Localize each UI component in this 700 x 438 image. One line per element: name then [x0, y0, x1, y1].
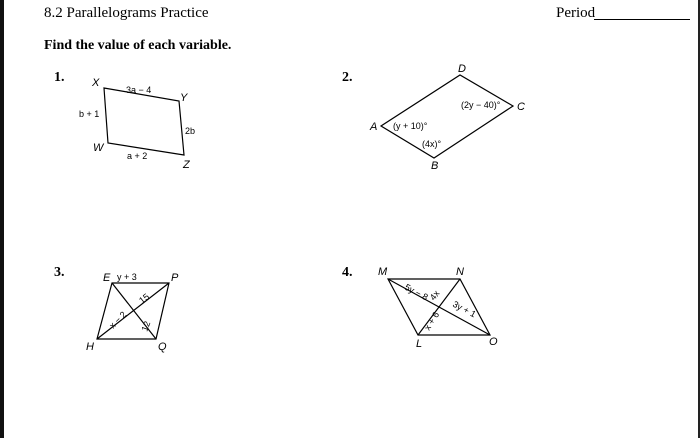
- period-label: Period: [556, 5, 596, 21]
- segment-h-label: x − 2: [107, 309, 129, 331]
- vertex-e-label: E: [103, 272, 111, 284]
- parallelogram-abcd: [381, 75, 513, 158]
- vertex-m-label: M: [378, 266, 388, 278]
- segment-n-label: 4x: [427, 288, 442, 303]
- vertex-y-label: Y: [180, 92, 188, 104]
- segment-q-label: 12: [139, 319, 153, 333]
- vertex-b-label: B: [431, 160, 439, 172]
- side-yz-label: 2b: [185, 126, 196, 136]
- vertex-h-label: H: [86, 341, 94, 353]
- angle-b-label: (4x)°: [422, 139, 442, 149]
- figure-4: [378, 266, 498, 350]
- vertex-n-label: N: [456, 266, 464, 278]
- angle-c-label: (2y − 40)°: [461, 100, 501, 110]
- vertex-a-label: A: [370, 121, 378, 133]
- figure-3: [86, 272, 179, 353]
- vertex-w-label: W: [93, 142, 104, 154]
- vertex-p-label: P: [171, 272, 179, 284]
- segment-p-label: 15: [137, 291, 152, 306]
- side-wx-label: b + 1: [79, 109, 100, 119]
- problem-number-3: 3.: [54, 265, 65, 280]
- side-xy-label: 3a − 4: [126, 85, 152, 95]
- segment-o-label: 3y + 1: [451, 298, 478, 320]
- problem-number-1: 1.: [54, 70, 65, 85]
- figure-1: [79, 77, 195, 171]
- vertex-z-label: Z: [183, 159, 190, 171]
- vertex-l-label: L: [416, 338, 423, 350]
- segment-m-label: 5y − 8: [403, 281, 430, 303]
- problem-number-2: 2.: [342, 70, 353, 85]
- vertex-c-label: C: [517, 101, 525, 113]
- side-wz-label: a + 2: [127, 151, 148, 161]
- side-ep-label: y + 3: [117, 272, 137, 282]
- vertex-q-label: Q: [158, 341, 167, 353]
- vertex-d-label: D: [458, 63, 466, 75]
- segment-l-label: x + 6: [422, 309, 442, 333]
- parallelogram-wxyz: [104, 88, 184, 155]
- problem-number-4: 4.: [342, 265, 353, 280]
- figure-2: [369, 63, 525, 172]
- angle-a-label: (y + 10)°: [393, 121, 428, 131]
- instructions: Find the value of each variable.: [44, 38, 232, 53]
- vertex-o-label: O: [489, 336, 498, 348]
- vertex-x-label: X: [92, 77, 100, 89]
- page-title: 8.2 Parallelograms Practice: [44, 5, 209, 21]
